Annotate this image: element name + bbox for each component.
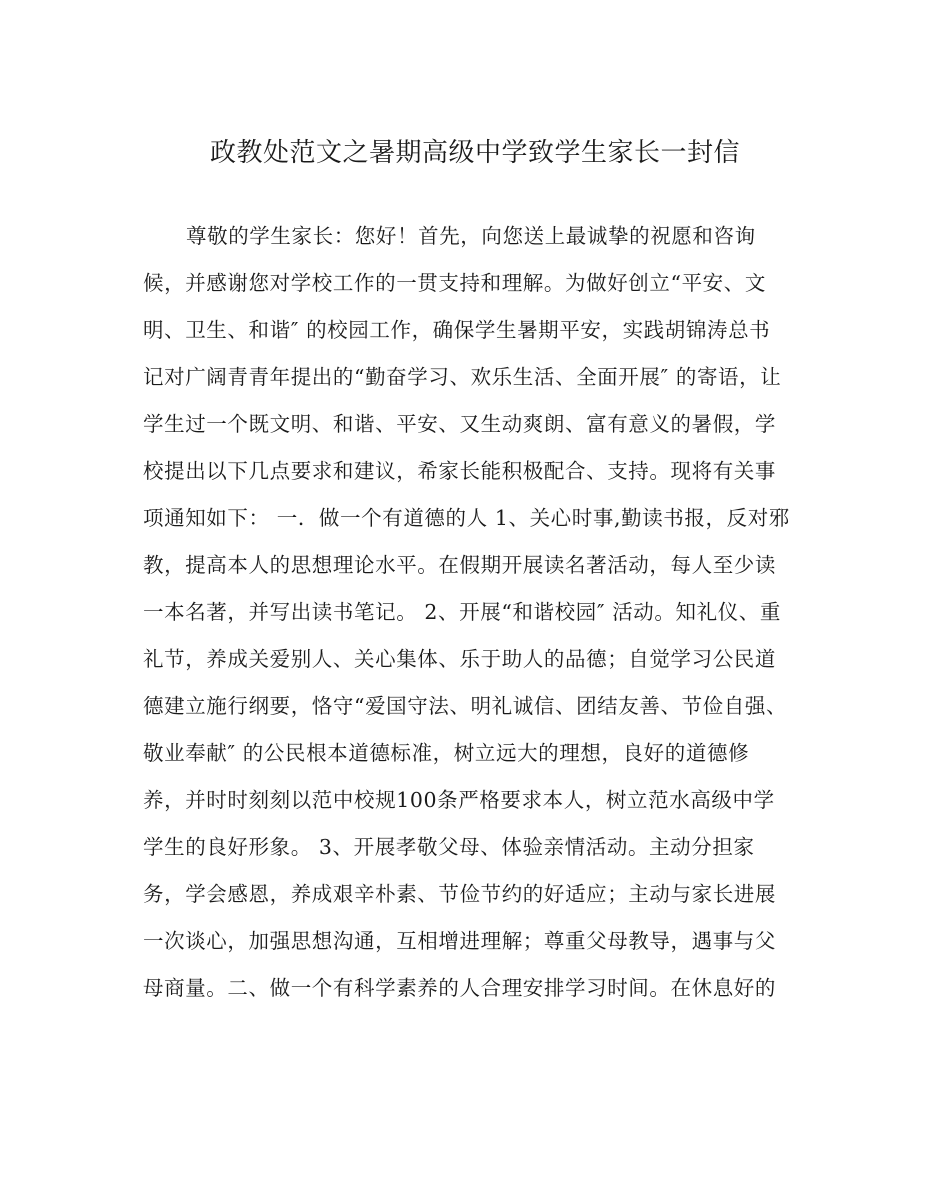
body-line-17: 母商量。二、做一个有科学素养的人合理安排学习时间。在休息好的 — [143, 976, 776, 1000]
body-line-15: 务，学会感恩，养成艰辛朴素、节俭节约的好适应；主动与家长进展 — [143, 882, 776, 906]
document-title: 政教处范文之暑期高级中学致学生家长一封信 — [209, 138, 740, 168]
body-line-2: 候，并感谢您对学校工作的一贯支持和理解。为做好创立“平安、文 — [143, 271, 766, 295]
body-line-11: 德建立施行纲要，恪守“爱国守法、明礼诚信、团结友善、节俭自强、 — [143, 694, 788, 718]
body-line-8: 教，提高本人的思想理论水平。在假期开展读名著活动，每人至少读 — [143, 553, 776, 577]
body-line-3: 明、卫生、和谐″ 的校园工作，确保学生暑期平安，实践胡锦涛总书 — [143, 318, 771, 342]
body-line-16: 一次谈心，加强思想沟通，互相增进理解；尊重父母教导，遇事与父 — [143, 929, 776, 953]
body-line-10: 礼节，养成关爱别人、关心集体、乐于助人的品德；自觉学习公民道 — [143, 647, 776, 671]
body-line-5: 学生过一个既文明、和谐、平安、又生动爽朗、富有意义的暑假，学 — [143, 412, 776, 436]
body-line-14: 学生的良好形象。 3、开展孝敬父母、体验亲情活动。主动分担家 — [143, 835, 755, 859]
body-line-13: 养，并时时刻刻以范中校规100条严格要求本人，树立范水高级中学 — [143, 788, 775, 812]
body-line-1: 尊敬的学生家长：您好！首先，向您送上最诚挚的祝愿和咨询 — [186, 224, 756, 248]
body-line-7: 项通知如下： 一．做一个有道德的人 1、关心时事,勤读书报，反对邪 — [143, 506, 790, 530]
body-line-12: 敬业奉献″ 的公民根本道德标准，树立远大的理想，良好的道德修 — [143, 741, 750, 765]
body-line-4: 记对广阔青青年提出的“勤奋学习、欢乐生活、全面开展″ 的寄语，让 — [143, 365, 782, 389]
body-line-9: 一本名著，并写出读书笔记。 2、开展“和谐校园″ 活动。知礼仪、重 — [143, 600, 782, 624]
body-line-6: 校提出以下几点要求和建议，希家长能积极配合、支持。现将有关事 — [143, 459, 776, 483]
